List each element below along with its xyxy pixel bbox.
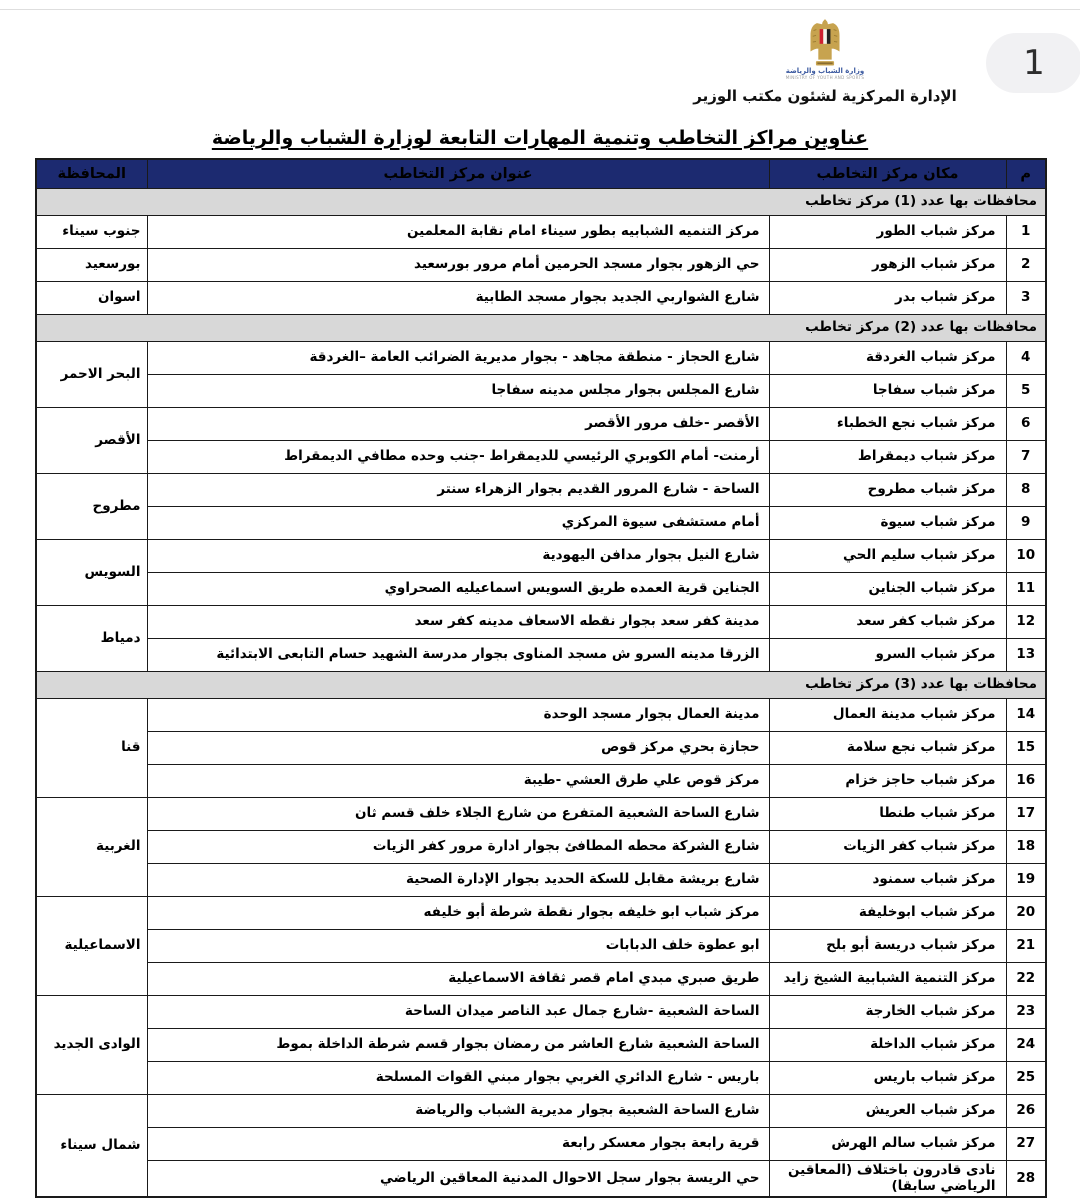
table-body (36, 189, 1046, 1198)
center-name-cell: مركز شباب ابوخليفة (769, 897, 1006, 930)
center-name-cell: مركز شباب حاجز خزام (769, 765, 1006, 798)
table-row (36, 573, 1046, 606)
column-header-row (36, 159, 1046, 189)
table-row (36, 1095, 1046, 1128)
governorate-cell: بورسعيد (36, 249, 147, 282)
table-row (36, 474, 1046, 507)
row-number-cell: 17 (1006, 798, 1046, 831)
address-cell: مركز التنميه الشبابيه بطور سيناء امام نقابة المعلمين (147, 216, 769, 249)
governorate-cell: دمياط (36, 606, 147, 672)
center-name-cell: مركز شباب طنطا (769, 798, 1006, 831)
address-cell: الساحة الشعبية شارع العاشر من رمضان بجوار قسم شرطة الداخلة بموط (147, 1029, 769, 1062)
row-number-cell: 20 (1006, 897, 1046, 930)
address-cell: طريق صبري مبدي امام قصر ثقافة الاسماعيلية (147, 963, 769, 996)
row-number-cell: 9 (1006, 507, 1046, 540)
row-number-cell: 7 (1006, 441, 1046, 474)
address-cell: شارع الحجاز - منطقة مجاهد - بجوار مديرية الضرائب العامة –الغردقة (147, 342, 769, 375)
table-row (36, 963, 1046, 996)
col-header-location: مكان مركز التخاطب (769, 159, 1006, 189)
address-cell: شارع الساحة الشعبية المتفرع من شارع الجلاء خلف قسم ثان (147, 798, 769, 831)
row-number-cell: 2 (1006, 249, 1046, 282)
address-cell: مدينة كفر سعد بجوار نقطه الاسعاف مدينه كفر سعد (147, 606, 769, 639)
table-row (36, 540, 1046, 573)
table-row (36, 864, 1046, 897)
table-row (36, 375, 1046, 408)
center-name-cell: مركز شباب نجع الخطباء (769, 408, 1006, 441)
table-row (36, 1062, 1046, 1095)
center-name-cell: مركز شباب بدر (769, 282, 1006, 315)
governorate-cell: الاسماعيلية (36, 897, 147, 996)
table-row (36, 507, 1046, 540)
table-row (36, 1128, 1046, 1161)
center-name-cell: مركز شباب سليم الحي (769, 540, 1006, 573)
row-number-cell: 5 (1006, 375, 1046, 408)
row-number-cell: 13 (1006, 639, 1046, 672)
address-cell: حي الريسة بجوار سجل الاحوال المدنية المعاقين الرياضي (147, 1161, 769, 1198)
top-edge-line (0, 9, 1080, 10)
address-cell: الجناين قرية العمده طريق السويس اسماعيليه الصحراوي (147, 573, 769, 606)
section-header-cell: محافظات بها عدد (1) مركز تخاطب (36, 189, 1046, 216)
table-row (36, 1029, 1046, 1062)
row-number-cell: 11 (1006, 573, 1046, 606)
row-number-cell: 6 (1006, 408, 1046, 441)
row-number-cell: 1 (1006, 216, 1046, 249)
center-name-cell: مركز شباب الزهور (769, 249, 1006, 282)
address-cell: شارع الشركة محطه المطافئ بجوار ادارة مرور كفر الزيات (147, 831, 769, 864)
table-row (36, 897, 1046, 930)
center-name-cell: نادى قادرون باختلاف (المعاقين الرياضي سابقا) (769, 1161, 1006, 1198)
row-number-cell: 25 (1006, 1062, 1046, 1095)
center-name-cell: مركز شباب كفر سعد (769, 606, 1006, 639)
table-row (36, 1161, 1046, 1198)
row-number-cell: 12 (1006, 606, 1046, 639)
governorate-cell: شمال سيناء (36, 1095, 147, 1198)
address-cell: شارع بريشة مقابل للسكة الحديد بجوار الإدارة الصحية (147, 864, 769, 897)
row-number-cell: 15 (1006, 732, 1046, 765)
governorate-cell: الوادى الجديد (36, 996, 147, 1095)
row-number-cell: 28 (1006, 1161, 1046, 1198)
center-name-cell: مركز شباب مطروح (769, 474, 1006, 507)
row-number-cell: 10 (1006, 540, 1046, 573)
address-cell: مدينة العمال بجوار مسجد الوحدة (147, 699, 769, 732)
col-header-no: م (1006, 159, 1046, 189)
table-row (36, 606, 1046, 639)
section-header-row (36, 315, 1046, 342)
center-name-cell: مركز شباب نجع سلامة (769, 732, 1006, 765)
table-row (36, 831, 1046, 864)
address-cell: الزرقا مدينه السرو ش مسجد المناوى بجوار مدرسة الشهيد حسام التابعى الابتدائية (147, 639, 769, 672)
row-number-cell: 18 (1006, 831, 1046, 864)
table-row (36, 342, 1046, 375)
center-name-cell: مركز شباب دريسة أبو بلح (769, 930, 1006, 963)
table-row (36, 249, 1046, 282)
center-name-cell: مركز شباب الجناين (769, 573, 1006, 606)
governorate-cell: قنا (36, 699, 147, 798)
center-name-cell: مركز شباب كفر الزيات (769, 831, 1006, 864)
eagle-emblem-icon (804, 16, 846, 68)
section-header-cell: محافظات بها عدد (3) مركز تخاطب (36, 672, 1046, 699)
center-name-cell: مركز شباب سفاجا (769, 375, 1006, 408)
row-number-cell: 14 (1006, 699, 1046, 732)
governorate-cell: مطروح (36, 474, 147, 540)
address-cell: أمام مستشفى سيوة المركزي (147, 507, 769, 540)
address-cell: الساحة الشعبية -شارع جمال عبد الناصر ميدان الساحة (147, 996, 769, 1029)
col-header-address: عنوان مركز التخاطب (147, 159, 769, 189)
col-header-governorate: المحافظة (36, 159, 147, 189)
table-row (36, 798, 1046, 831)
address-cell: شارع المجلس بجوار مجلس مدينه سفاجا (147, 375, 769, 408)
address-cell: ابو عطوة خلف الدبابات (147, 930, 769, 963)
page-number-badge (986, 33, 1080, 93)
row-number-cell: 26 (1006, 1095, 1046, 1128)
address-cell: مركز شباب ابو خليفه بجوار نقطة شرطة أبو خليفه (147, 897, 769, 930)
address-cell: باريس - شارع الدائري الغربي بجوار مبني القوات المسلحة (147, 1062, 769, 1095)
governorate-cell: اسوان (36, 282, 147, 315)
section-header-cell: محافظات بها عدد (2) مركز تخاطب (36, 315, 1046, 342)
center-name-cell: مركز شباب ديمقراط (769, 441, 1006, 474)
document-title-text: عناوين مراكز التخاطب وتنمية المهارات التابعة لوزارة الشباب والرياضة (211, 127, 869, 149)
governorate-cell: جنوب سيناء (36, 216, 147, 249)
address-cell: الساحة - شارع المرور القديم بجوار الزهراء سنتر (147, 474, 769, 507)
address-cell: الأقصر -خلف مرور الأقصر (147, 408, 769, 441)
governorate-cell: السويس (36, 540, 147, 606)
center-name-cell: مركز شباب الطور (769, 216, 1006, 249)
section-header-row (36, 189, 1046, 216)
page-number: 1 (1023, 43, 1045, 83)
address-cell: شارع الساحة الشعبية بجوار مديرية الشباب والرياضة (147, 1095, 769, 1128)
department-title: الإدارة المركزية لشئون مكتب الوزير (693, 87, 957, 106)
center-name-cell: مركز شباب مدينة العمال (769, 699, 1006, 732)
address-cell: حجازة بحري مركز قوص (147, 732, 769, 765)
center-name-cell: مركز شباب السرو (769, 639, 1006, 672)
center-name-cell: مركز شباب باريس (769, 1062, 1006, 1095)
row-number-cell: 19 (1006, 864, 1046, 897)
row-number-cell: 8 (1006, 474, 1046, 507)
address-cell: شارع النيل بجوار مدافن اليهودية (147, 540, 769, 573)
centers-table (35, 158, 1047, 1198)
table-row (36, 639, 1046, 672)
row-number-cell: 21 (1006, 930, 1046, 963)
table-row (36, 699, 1046, 732)
table-row (36, 282, 1046, 315)
ministry-name-arabic: وزارة الشباب والرياضة (785, 67, 865, 75)
table-row (36, 441, 1046, 474)
table-row (36, 408, 1046, 441)
governorate-cell: الأقصر (36, 408, 147, 474)
center-name-cell: مركز شباب سيوة (769, 507, 1006, 540)
table-row (36, 216, 1046, 249)
row-number-cell: 24 (1006, 1029, 1046, 1062)
letterhead (660, 16, 990, 105)
center-name-cell: مركز شباب الخارجة (769, 996, 1006, 1029)
ministry-name-english: MINISTRY OF YOUTH AND SPORTS (785, 74, 865, 80)
document-title (0, 127, 1080, 149)
row-number-cell: 4 (1006, 342, 1046, 375)
center-name-cell: مركز شباب العريش (769, 1095, 1006, 1128)
center-name-cell: مركز شباب الداخلة (769, 1029, 1006, 1062)
row-number-cell: 27 (1006, 1128, 1046, 1161)
center-name-cell: مركز شباب سمنود (769, 864, 1006, 897)
table-row (36, 996, 1046, 1029)
address-cell: قرية رابعة بجوار معسكر رابعة (147, 1128, 769, 1161)
table-row (36, 732, 1046, 765)
row-number-cell: 16 (1006, 765, 1046, 798)
center-name-cell: مركز شباب الغردقة (769, 342, 1006, 375)
table-row (36, 765, 1046, 798)
governorate-cell: البحر الاحمر (36, 342, 147, 408)
row-number-cell: 3 (1006, 282, 1046, 315)
center-name-cell: مركز التنمية الشبابية الشيخ زايد (769, 963, 1006, 996)
address-cell: مركز قوص علي طرق العشي -طيبة (147, 765, 769, 798)
address-cell: شارع الشواربي الجديد بجوار مسجد الطابية (147, 282, 769, 315)
row-number-cell: 22 (1006, 963, 1046, 996)
address-cell: حي الزهور بجوار مسجد الحرمين أمام مرور بورسعيد (147, 249, 769, 282)
row-number-cell: 23 (1006, 996, 1046, 1029)
section-header-row (36, 672, 1046, 699)
address-cell: أرمنت- أمام الكوبري الرئيسي للديمقراط -جنب وحده مطافي الديمقراط (147, 441, 769, 474)
table-row (36, 930, 1046, 963)
center-name-cell: مركز شباب سالم الهرش (769, 1128, 1006, 1161)
governorate-cell: الغربية (36, 798, 147, 897)
